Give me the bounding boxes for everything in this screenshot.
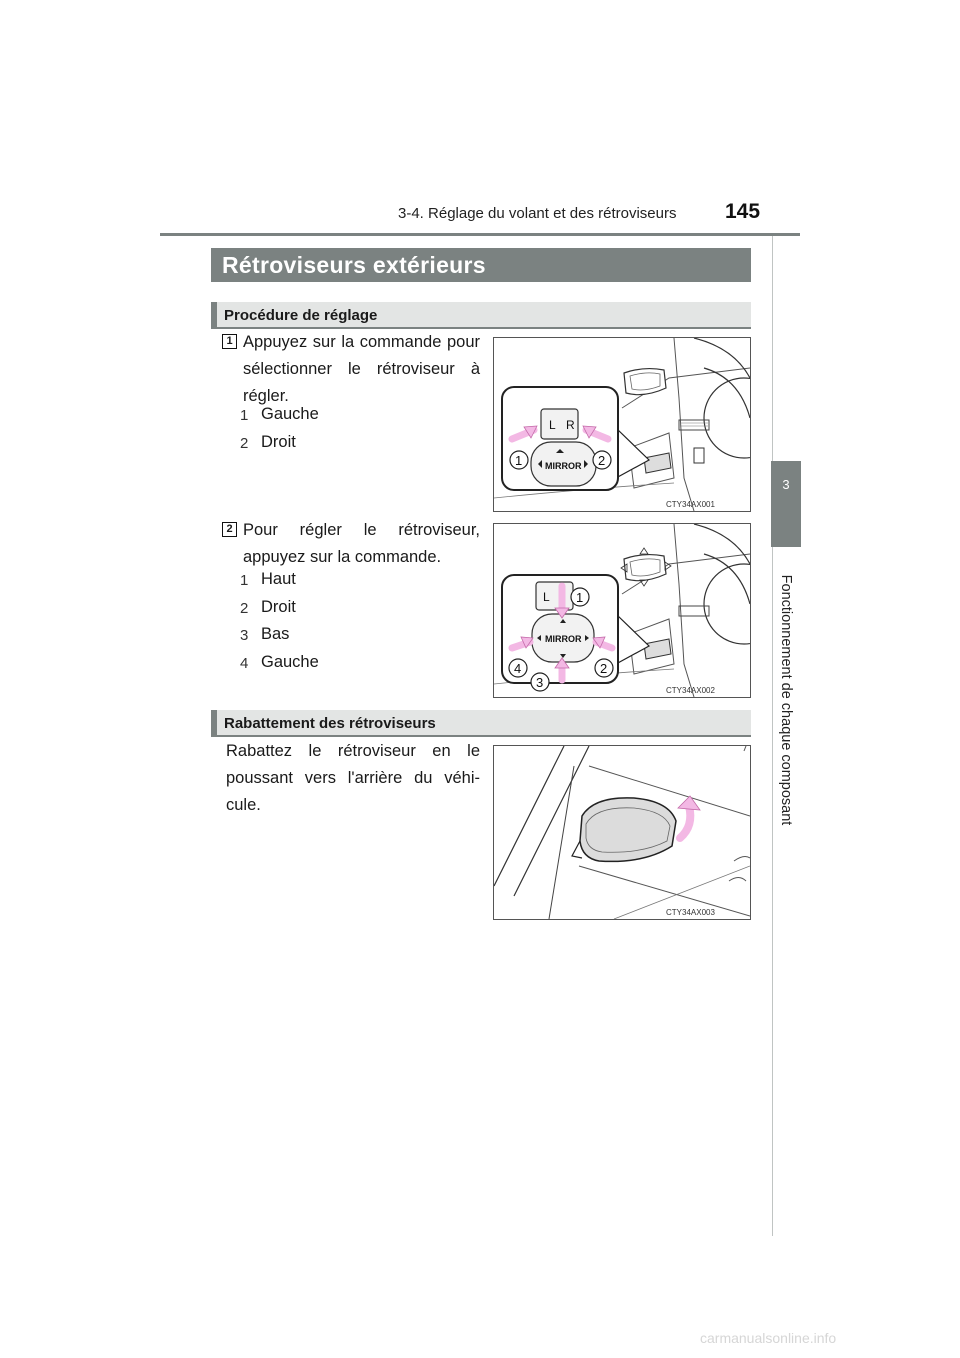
- fig2-callout-3: 3: [536, 675, 544, 690]
- fig1-switch-right: R: [566, 418, 575, 432]
- fig1-callout-1: 1: [515, 453, 523, 468]
- fig2-callout-1: 1: [576, 590, 584, 605]
- fig2-switch-left: L: [543, 590, 550, 604]
- step-1-marker: 1: [222, 334, 237, 349]
- step-1-item-1-label: Gauche: [261, 405, 319, 423]
- chapter-tab: [771, 461, 801, 547]
- fig2-callout-4: 4: [514, 661, 522, 676]
- step-1-item-1-num: 1: [240, 407, 249, 424]
- step-2-item-1-label: Haut: [261, 570, 296, 588]
- step-1-text: Appuyez sur la commande pour sélectionner le rétroviseur à régler.: [243, 333, 480, 405]
- fig2-mirror-label: MIRROR: [545, 634, 582, 644]
- fig1-code: CTY34AX001: [666, 500, 715, 509]
- step-2-marker: 2: [222, 522, 237, 537]
- step-2-item-1-num: 1: [240, 572, 249, 589]
- fig1-mirror-label: MIRROR: [545, 461, 582, 471]
- folding-text: Rabattez le rétroviseur en le poussant vers l'arrière du véhi-cule.: [226, 742, 480, 814]
- folding-heading: Rabattement des rétroviseurs: [224, 715, 436, 732]
- fig2-callout-2: 2: [600, 661, 608, 676]
- step-2-item-2-num: 2: [240, 600, 249, 617]
- step-2-text: Pour régler le rétroviseur, appuyez sur la commande.: [243, 521, 480, 566]
- step-2-item-4-label: Gauche: [261, 653, 319, 671]
- fig1-switch-left: L: [549, 418, 556, 432]
- step-2-item-4-num: 4: [240, 655, 249, 672]
- step-1-item-2-num: 2: [240, 435, 249, 452]
- fig1-callout-2: 2: [598, 453, 606, 468]
- chapter-title: Fonctionnement de chaque composant: [778, 574, 794, 826]
- step-2-item-3-num: 3: [240, 627, 249, 644]
- side-rule: [772, 236, 773, 1236]
- figure-mirror-adjust: [493, 523, 751, 698]
- figure-mirror-select: [493, 337, 751, 512]
- fig3-code: CTY34AX003: [666, 908, 715, 917]
- header-rule: [160, 233, 800, 236]
- step-1-item-2-label: Droit: [261, 433, 296, 451]
- step-2-item-3-label: Bas: [261, 625, 290, 643]
- main-title: Rétroviseurs extérieurs: [222, 252, 486, 278]
- figure-mirror-fold: [493, 745, 751, 920]
- chapter-number: 3: [782, 477, 790, 492]
- section-title: 3-4. Réglage du volant et des rétroviseurs: [398, 205, 677, 222]
- page-number: 145: [725, 200, 761, 223]
- fig2-code: CTY34AX002: [666, 686, 715, 695]
- procedure-heading: Procédure de réglage: [224, 307, 378, 324]
- footer-watermark: carmanualsonline.info: [700, 1330, 837, 1346]
- step-2-item-2-label: Droit: [261, 598, 296, 616]
